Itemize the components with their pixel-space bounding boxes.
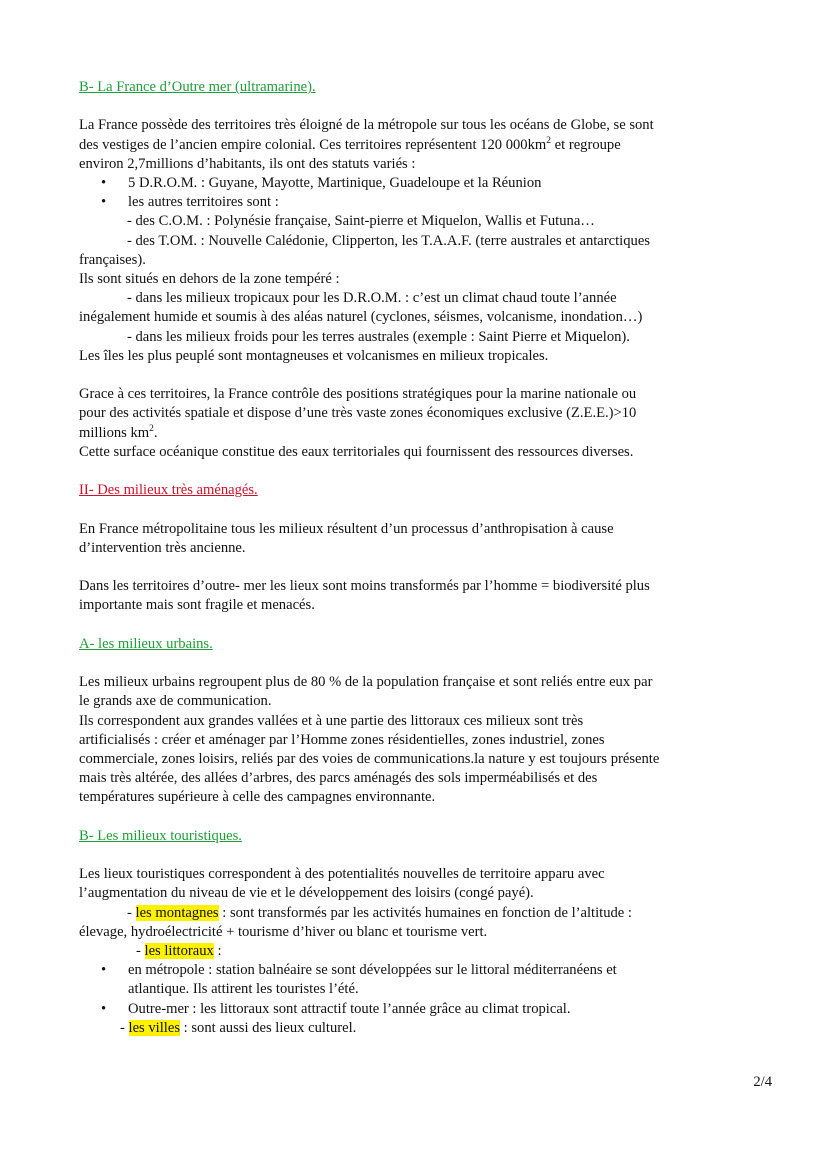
section-title-milieux-amenages: II- Des milieux très aménagés. [79, 482, 258, 499]
sub-item-tropicaux: - dans les milieux tropicaux pour les D.R.O.M. : c’est un climat chaud toute l’année [127, 290, 617, 307]
highlight-littoraux: les littoraux [144, 943, 214, 959]
paragraph-line: En France métropolitaine tous les milieux résultent d’un processus d’anthropisation à cause [79, 520, 614, 537]
bullet-icon: • [101, 194, 107, 211]
sub-item-com: - des C.O.M. : Polynésie française, Saint-pierre et Miquelon, Wallis et Futuna… [127, 213, 595, 230]
bullet-item-outre-mer: • Outre-mer : les littoraux sont attractif toute l’année grâce au climat tropical. [79, 1000, 749, 1019]
bullet-item-autres: • les autres territoires sont : [79, 193, 749, 212]
paragraph-line: Ils correspondent aux grandes vallées et à une partie des littoraux ces milieux sont très [79, 712, 584, 729]
paragraph-line: d’intervention très ancienne. [79, 539, 246, 556]
bullet-icon: • [101, 175, 107, 191]
bullet-item-metropole: • en métropole : station balnéaire se sont développées sur le littoral méditerranéens et [79, 961, 749, 980]
bullet-item-drom: • 5 D.R.O.M. : Guyane, Mayotte, Martinique, Guadeloupe et la Réunion [79, 174, 749, 193]
paragraph-line: Grace à ces territoires, la France contrôle des positions stratégiques pour la marine nationale ou [79, 386, 637, 403]
paragraph-line: le grands axe de communication. [79, 693, 272, 710]
page-number: 2/4 [753, 1074, 772, 1090]
sub-item-villes: - les villes : sont aussi des lieux culturel. [120, 1019, 357, 1036]
section-title-milieux-urbains: A- les milieux urbains. [79, 635, 213, 652]
paragraph-line: La France possède des territoires très éloigné de la métropole sur tous les océans de Globe, se sont [79, 117, 654, 134]
sub-item-froids: - dans les milieux froids pour les terres australes (exemple : Saint Pierre et Miquelon). [127, 328, 630, 345]
paragraph-line: Dans les territoires d’outre- mer les lieux sont moins transformés par l’homme = biodiversité plus [79, 578, 650, 595]
paragraph-line: Cette surface océanique constitue des eaux territoriales qui fournissent des ressources diverses. [79, 443, 634, 460]
document-page [79, 78, 749, 1038]
paragraph-line: Les îles les plus peuplé sont montagneuses et volcanismes en milieux tropicales. [79, 347, 549, 364]
paragraph-line: commerciale, zones loisirs, reliés par des voies de communications.la nature y est toujours présente [79, 751, 660, 767]
paragraph-line: des vestiges de l’ancien empire colonial. Ces territoires représentent 120 $000km^2$ et regroupe [79, 135, 621, 153]
paragraph-line: millions $km^2$. [79, 423, 158, 441]
paragraph-line: environ 2,7millions d’habitants, ils ont des statuts variés : [79, 155, 416, 172]
bullet-icon: • [101, 962, 107, 979]
highlight-villes: les villes [128, 1019, 180, 1036]
superscript: 2 [546, 135, 552, 146]
section-title-milieux-touristiques: B- Les milieux touristiques. [79, 827, 242, 844]
paragraph-line: pour des activités spatiale et dispose d’une très vaste zones économiques exclusive (Z.E.E.)>10 [79, 405, 637, 422]
paragraph-line: Les milieux urbains regroupent plus de 80 % de la population française et sont reliés entre eux par [79, 674, 653, 691]
sub-item-littoraux: - les littoraux : [136, 943, 222, 959]
paragraph-line: températures supérieure à celle des campagnes environnante. [79, 789, 436, 806]
section-title-outre-mer: B- La France d’Outre mer (ultramarine). [79, 79, 316, 95]
bullet-icon: • [101, 1000, 107, 1017]
paragraph-line: importante mais sont fragile et menacés. [79, 597, 315, 614]
superscript: 2 [149, 423, 154, 434]
paragraph-line: Ils sont situés en dehors de la zone tempéré : [79, 271, 340, 288]
paragraph-line: artificialisés : créer et aménager par l’Homme zones résidentielles, zones industriel, zones [79, 731, 605, 748]
sub-item-tom: - des T.OM. : Nouvelle Calédonie, Clipperton, les T.A.A.F. (terre australes et antarctiques [127, 232, 650, 249]
sub-item-montagnes: - les montagnes : sont transformés par les activités humaines en fonction de l’altitude : [127, 904, 632, 921]
highlight-montagnes: les montagnes [135, 904, 219, 921]
paragraph-line: mais très altérée, des allées d’arbres, des parcs aménagés des sols imperméabilisés et des [79, 770, 598, 787]
paragraph-line: françaises). [79, 251, 146, 268]
bullet-item-metropole-cont: atlantique. Ils attirent les touristes l’été. [128, 981, 359, 998]
paragraph-line: l’augmentation du niveau de vie et le développement des loisirs (congé payé). [79, 885, 534, 902]
paragraph-line: élevage, hydroélectricité + tourisme d’hiver ou blanc et tourisme vert. [79, 923, 488, 940]
paragraph-line: inégalement humide et soumis à des aléas naturel (cyclones, séismes, volcanisme, inondation…) [79, 309, 643, 326]
paragraph-line: Les lieux touristiques correspondent à des potentialités nouvelles de territoire apparu avec [79, 866, 605, 883]
